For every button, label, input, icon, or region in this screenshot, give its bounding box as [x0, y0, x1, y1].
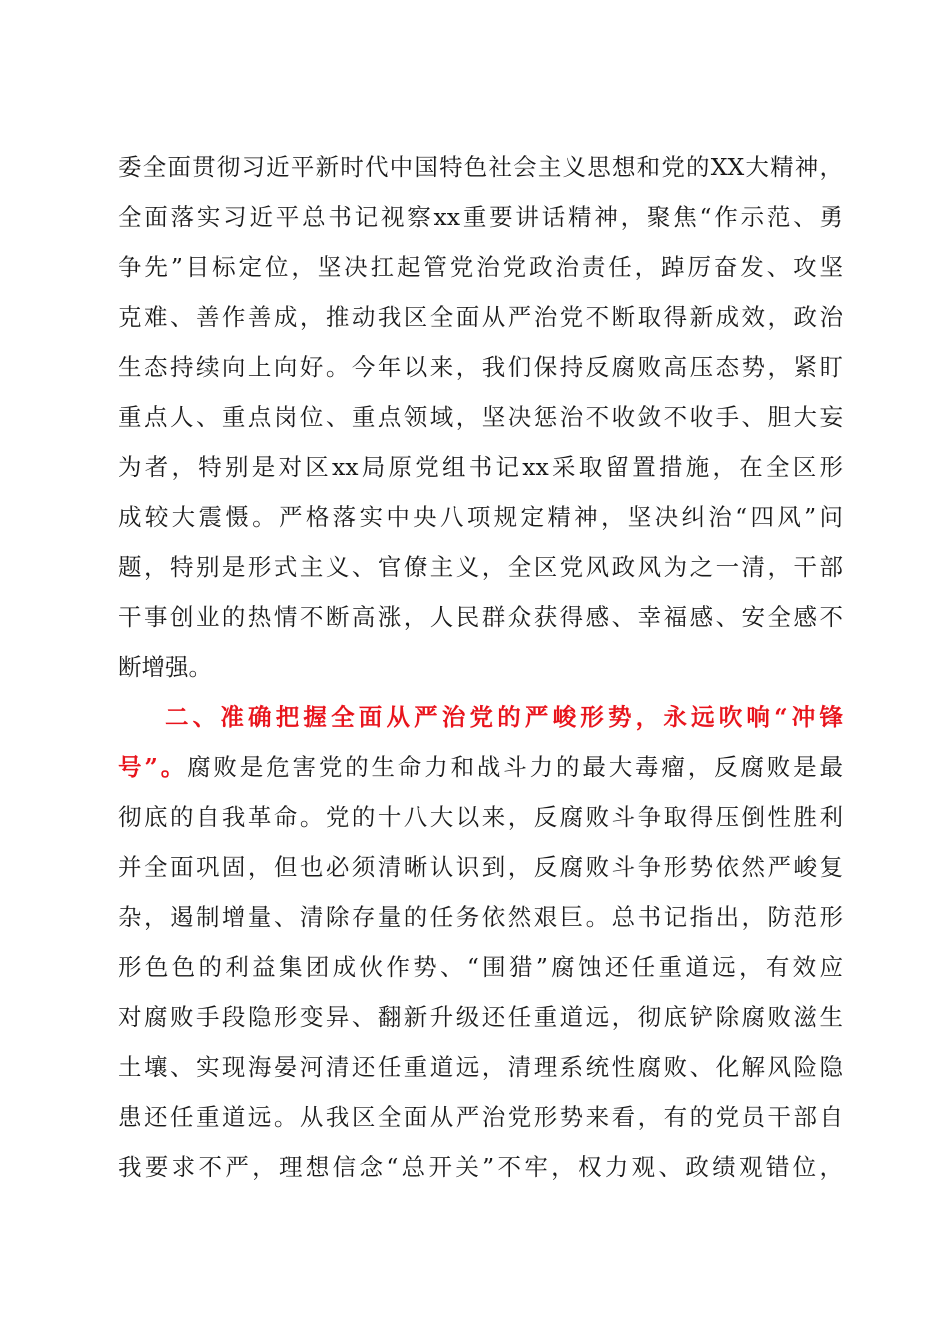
paragraph-1-line: 克难、善作善成，推动我区全面从严治党不断取得新成效，政治 [118, 303, 843, 331]
paragraph-1-line: 断增强。 [118, 653, 212, 681]
paragraph-1-line: 争先”目标定位，坚决扛起管党治党政治责任，踔厉奋发、攻坚 [118, 253, 843, 281]
paragraph-1-line: 委全面贯彻习近平新时代中国特色社会主义思想和党的XX大精神， [118, 153, 843, 181]
paragraph-2-line: 并全面巩固，但也必须清晰认识到，反腐败斗争形势依然严峻复 [118, 853, 843, 881]
paragraph-2-text: 腐败是危害党的生命力和战斗力的最大毒瘤，反腐败是最 [187, 753, 843, 781]
paragraph-2-line: 形色色的利益集团成伙作势、“围猎”腐蚀还任重道远，有效应 [118, 953, 843, 981]
paragraph-1-line: 干事创业的热情不断高涨，人民群众获得感、幸福感、安全感不 [118, 603, 843, 631]
paragraph-2-line: 我要求不严，理想信念“总开关”不牢，权力观、政绩观错位， [118, 1153, 843, 1181]
paragraph-1-line: 为者，特别是对区xx局原党组书记xx采取留置措施，在全区形 [118, 453, 843, 481]
paragraph-1-line: 生态持续向上向好。今年以来，我们保持反腐败高压态势，紧盯 [118, 353, 843, 381]
paragraph-1-line: 全面落实习近平总书记视察xx重要讲话精神，聚焦“作示范、勇 [118, 203, 843, 231]
paragraph-2-line: 对腐败手段隐形变异、翻新升级还任重道远，彻底铲除腐败滋生 [118, 1003, 843, 1031]
paragraph-1-line: 重点人、重点岗位、重点领域，坚决惩治不收敛不收手、胆大妄 [118, 403, 843, 431]
section-heading: 二、准确把握全面从严治党的严峻形势，永远吹响“冲锋 [165, 703, 843, 731]
section-heading-end: 号”。 [118, 753, 188, 781]
paragraph-1-line: 题，特别是形式主义、官僚主义，全区党风政风为之一清，干部 [118, 553, 843, 581]
paragraph-2-first-line [118, 747, 843, 787]
paragraph-2-line: 土壤、实现海晏河清还任重道远，清理系统性腐败、化解风险隐 [118, 1053, 843, 1081]
paragraph-2-line: 杂，遏制增量、清除存量的任务依然艰巨。总书记指出，防范形 [118, 903, 843, 931]
paragraph-1-line: 成较大震慑。严格落实中央八项规定精神，坚决纠治“四风”问 [118, 503, 843, 531]
paragraph-2-line: 彻底的自我革命。党的十八大以来，反腐败斗争取得压倒性胜利 [118, 803, 843, 831]
paragraph-2-line: 患还任重道远。从我区全面从严治党形势来看，有的党员干部自 [118, 1103, 843, 1131]
